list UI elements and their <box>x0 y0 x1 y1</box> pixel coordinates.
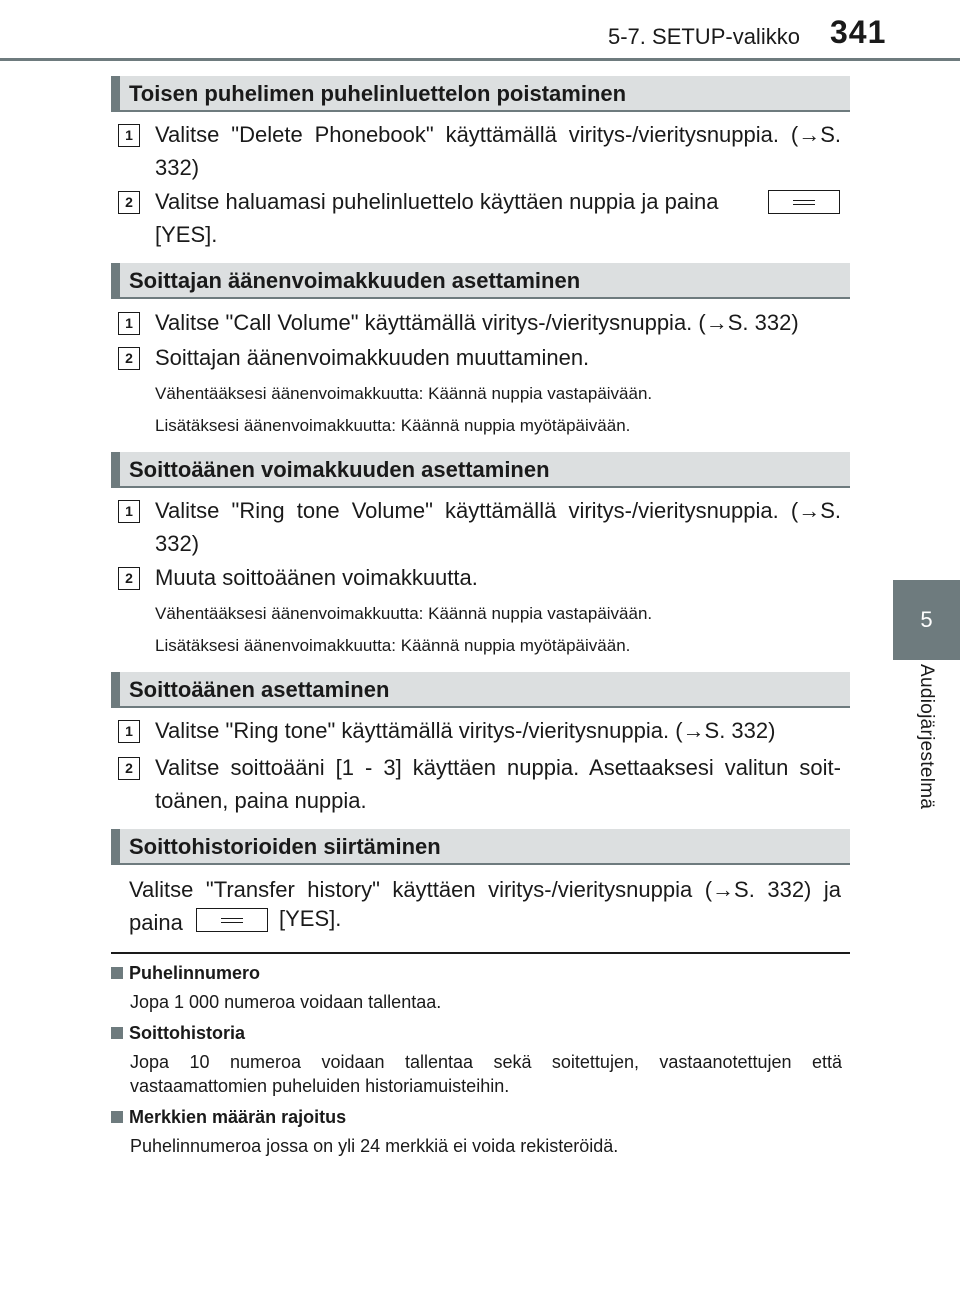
step-text: Soittajan äänenvoimakkuuden muuttaminen. <box>155 345 590 370</box>
heading-bar <box>111 672 120 706</box>
sub-line: Lisätäksesi äänenvoimakkuutta: Käännä nuppia myötäpäivään. <box>155 416 631 435</box>
heading-bar <box>111 263 120 297</box>
step-number: 1 <box>118 720 140 743</box>
section-heading-text: Soittoäänen asettaminen <box>129 677 390 702</box>
step-text: Valitse "Call Volume" käyttämällä viritys-/vieritysnuppia. (→S. 332) <box>155 310 799 335</box>
note-heading-text: Merkkien määrän rajoitus <box>129 1107 347 1127</box>
note-heading <box>111 1107 346 1128</box>
notes-divider <box>111 952 850 954</box>
section-heading <box>111 76 850 112</box>
step-number: 2 <box>118 567 140 590</box>
paragraph-text: Valitse "Transfer history" käyttäen viritys-/vieritysnuppia (→S. 332) ja paina <box>129 877 841 935</box>
note-heading <box>111 1023 245 1044</box>
chapter-title: Audiojärjestelmä <box>916 664 937 810</box>
step-number: 1 <box>118 312 140 335</box>
section-heading-text: Toisen puhelimen puhelinluettelon poistaminen <box>129 81 627 106</box>
step-text: Valitse "Ring tone" käyttämällä viritys-/vieritysnuppia. (→S. 332) <box>155 718 776 743</box>
button-icon <box>196 908 268 932</box>
step-number: 1 <box>118 124 140 147</box>
section-heading-text: Soittajan äänenvoimakkuuden asettaminen <box>129 268 581 293</box>
sub-line: Vähentääksesi äänenvoimakkuutta: Käännä nuppia vastapäivään. <box>155 384 653 403</box>
chapter-label <box>893 664 960 834</box>
chapter-tab: 5 <box>893 580 960 660</box>
section-heading <box>111 672 850 708</box>
button-icon <box>768 190 840 214</box>
header-divider <box>0 58 960 61</box>
step-text: Valitse "Delete Phonebook" käyttämällä viritys-/vieritysnuppia. (→S. 332) <box>155 122 841 180</box>
note-body: Puhelinnumeroa jossa on yli 24 merkkiä ei voida rekisteröidä. <box>130 1136 619 1156</box>
note-heading-text: Puhelinnumero <box>129 963 261 983</box>
step-number: 2 <box>118 757 140 780</box>
note-body: Jopa 1 000 numeroa voidaan tallentaa. <box>130 992 442 1012</box>
note-heading <box>111 963 260 984</box>
step-text: Valitse soittoääni [1 - 3] käyttäen nuppia. Asettaaksesi valitun soit-toänen, paina nuppia. <box>155 755 841 813</box>
heading-bar <box>111 76 120 110</box>
square-bullet-icon <box>111 1111 123 1123</box>
sub-line: Vähentääksesi äänenvoimakkuutta: Käännä nuppia vastapäivään. <box>155 604 653 623</box>
section-heading <box>111 263 850 299</box>
square-bullet-icon <box>111 967 123 979</box>
square-bullet-icon <box>111 1027 123 1039</box>
note-body: Jopa 10 numeroa voidaan tallentaa sekä soitettujen, vastaanotettujen että vastaamattomien puheluiden historiamuisteihin. <box>130 1052 842 1096</box>
step-number: 2 <box>118 191 140 214</box>
page-number: 341 <box>830 14 887 50</box>
step-number: 1 <box>118 500 140 523</box>
section-heading-text: Soittohistorioiden siirtäminen <box>129 834 441 859</box>
section-heading <box>111 452 850 488</box>
step-text-continued: [YES]. <box>155 222 218 247</box>
heading-bar <box>111 829 120 863</box>
sub-line: Lisätäksesi äänenvoimakkuutta: Käännä nuppia myötäpäivään. <box>155 636 631 655</box>
step-number: 2 <box>118 347 140 370</box>
section-title: 5-7. SETUP-valikko <box>608 24 800 49</box>
step-text: Valitse "Ring tone Volume" käyttämällä viritys-/vieritysnuppia. (→S. 332) <box>155 498 841 556</box>
section-heading-text: Soittoäänen voimakkuuden asettaminen <box>129 457 550 482</box>
step-text: Muuta soittoäänen voimakkuutta. <box>155 565 478 590</box>
section-heading <box>111 829 850 865</box>
note-heading-text: Soittohistoria <box>129 1023 245 1043</box>
heading-bar <box>111 452 120 486</box>
step-text: Valitse haluamasi puhelinluettelo käyttäen nuppia ja paina <box>155 189 719 214</box>
paragraph-text-continued: [YES]. <box>279 906 342 931</box>
